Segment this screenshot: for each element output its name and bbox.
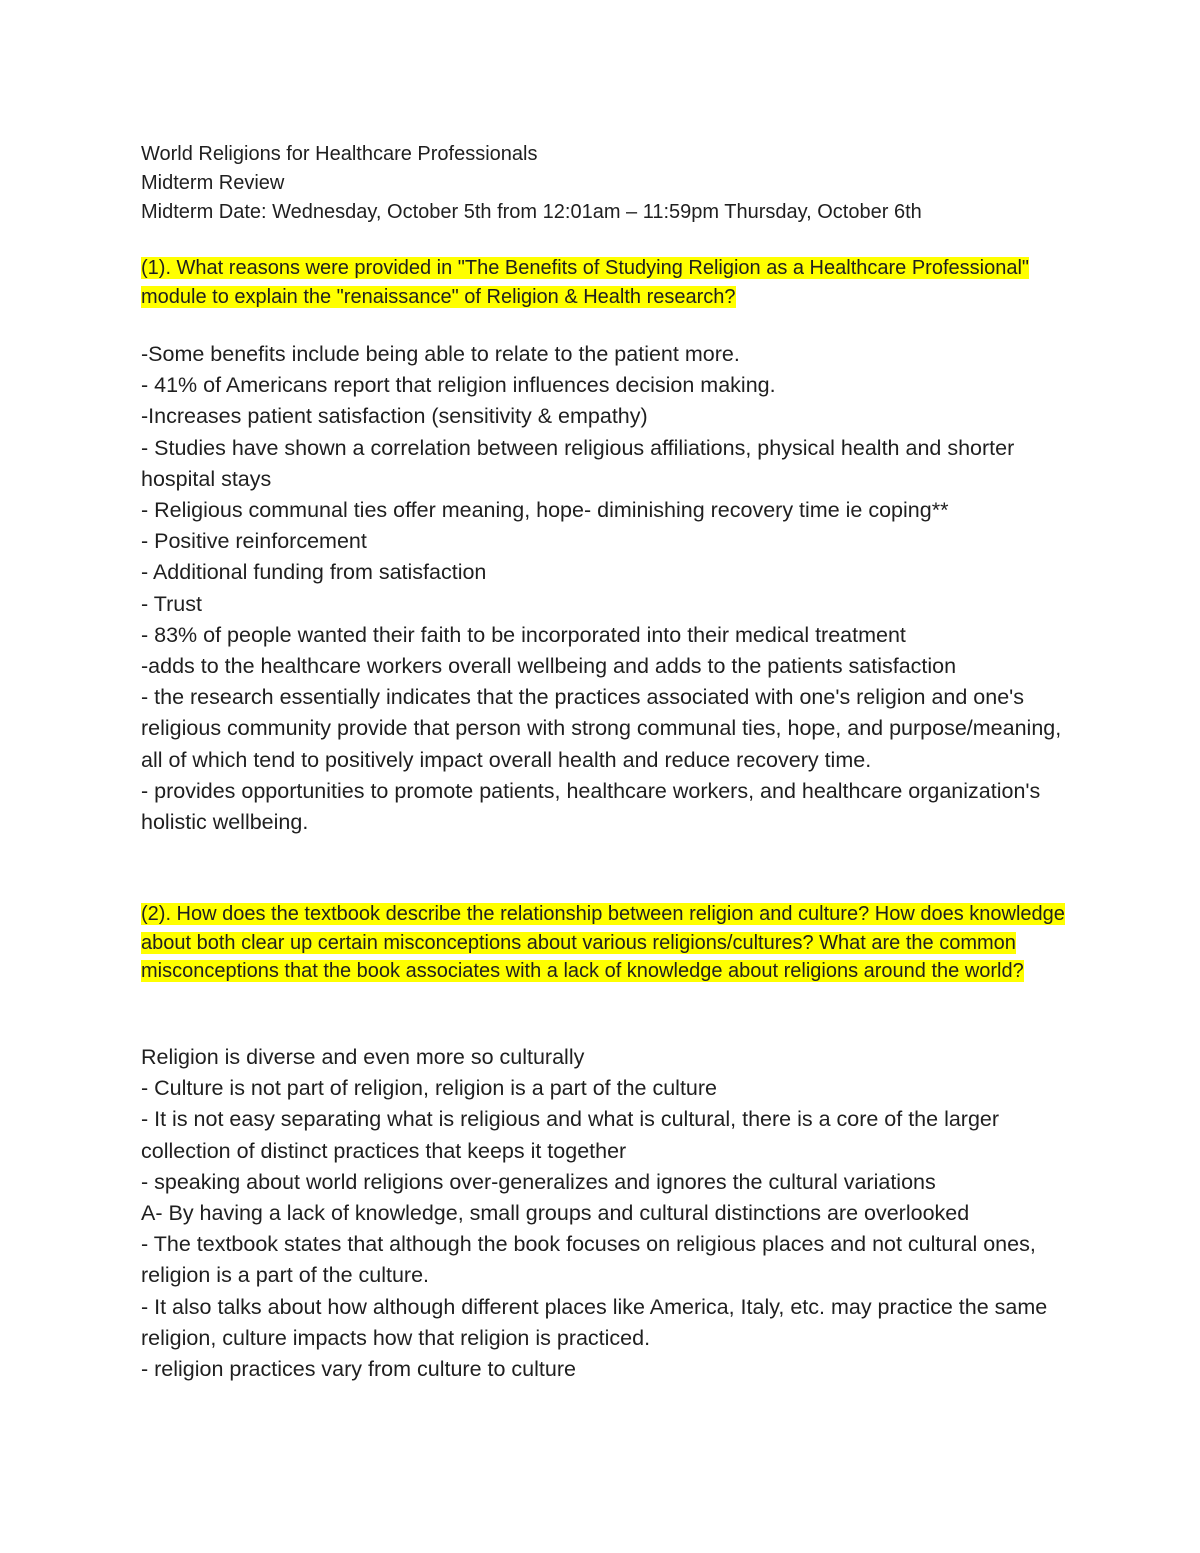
answer-1-line: - 41% of Americans report that religion influences decision making. (141, 373, 776, 398)
answer-2-line: - religion practices vary from culture to culture (141, 1357, 576, 1382)
answer-2-line: - Culture is not part of religion, religion is a part of the culture (141, 1076, 718, 1101)
answer-1-line: - Studies have shown a correlation between religious affiliations, physical health and shorter hospital stays (141, 435, 1015, 491)
answer-2-line: A- By having a lack of knowledge, small groups and cultural distinctions are overlooked (141, 1201, 970, 1226)
answer-1-line: -adds to the healthcare workers overall wellbeing and adds to the patients satisfaction (141, 654, 957, 679)
question-1 (141, 254, 1071, 311)
answer-1-line: - Trust (141, 591, 202, 616)
answer-2-line: - The textbook states that although the book focuses on religious places and not cultural ones, religion is a part of the culture. (141, 1232, 1036, 1288)
answer-1-line: - the research essentially indicates that the practices associated with one's religion and one's religious community provide that person with strong communal ties, hope, and purpose/meaning, all of which tend to positively impact overall health and reduce recovery time. (141, 685, 1062, 772)
answer-1-line: - Religious communal ties offer meaning, hope- diminishing recovery time ie coping** (141, 498, 949, 523)
answer-1-line: -Some benefits include being able to relate to the patient more. (141, 342, 740, 366)
question-1-text: (1). What reasons were provided in "The Benefits of Studying Religion as a Healthcare Professional" module to explain the "renaissance" of Religion & Health research? (141, 257, 1029, 308)
answer-2-line: - It is not easy separating what is religious and what is cultural, there is a core of the larger collection of distinct practices that keeps it together (141, 1107, 1000, 1163)
course-title: World Religions for Healthcare Professionals (141, 143, 538, 165)
answer-2 (141, 1042, 1071, 1385)
answer-1-line: - Positive reinforcement (141, 529, 367, 554)
answer-2-line: - speaking about world religions over-generalizes and ignores the cultural variations (141, 1169, 936, 1194)
answer-1-line: - Additional funding from satisfaction (141, 560, 487, 585)
question-2-text: (2). How does the textbook describe the relationship between religion and culture? How does knowledge about both clear up certain misconceptions about various religions/cultures? What are the common misconceptions that the book associates with a lack of knowledge about religions around the world? (141, 903, 1065, 982)
document-subtitle: Midterm Review (141, 172, 285, 194)
document-header (141, 140, 922, 227)
answer-2-line: Religion is diverse and even more so culturally (141, 1045, 585, 1069)
midterm-date: Midterm Date: Wednesday, October 5th from 12:01am – 11:59pm Thursday, October 6th (141, 201, 922, 223)
answer-1-line: - provides opportunities to promote patients, healthcare workers, and healthcare organization's holistic wellbeing. (141, 778, 1041, 835)
answer-1 (141, 339, 1071, 838)
answer-1-line: - 83% of people wanted their faith to be incorporated into their medical treatment (141, 622, 906, 647)
answer-1-line: -Increases patient satisfaction (sensitivity & empathy) (141, 404, 648, 429)
question-2 (141, 900, 1071, 986)
answer-2-line: - It also talks about how although different places like America, Italy, etc. may practice the same religion, culture impacts how that religion is practiced. (141, 1294, 1048, 1350)
